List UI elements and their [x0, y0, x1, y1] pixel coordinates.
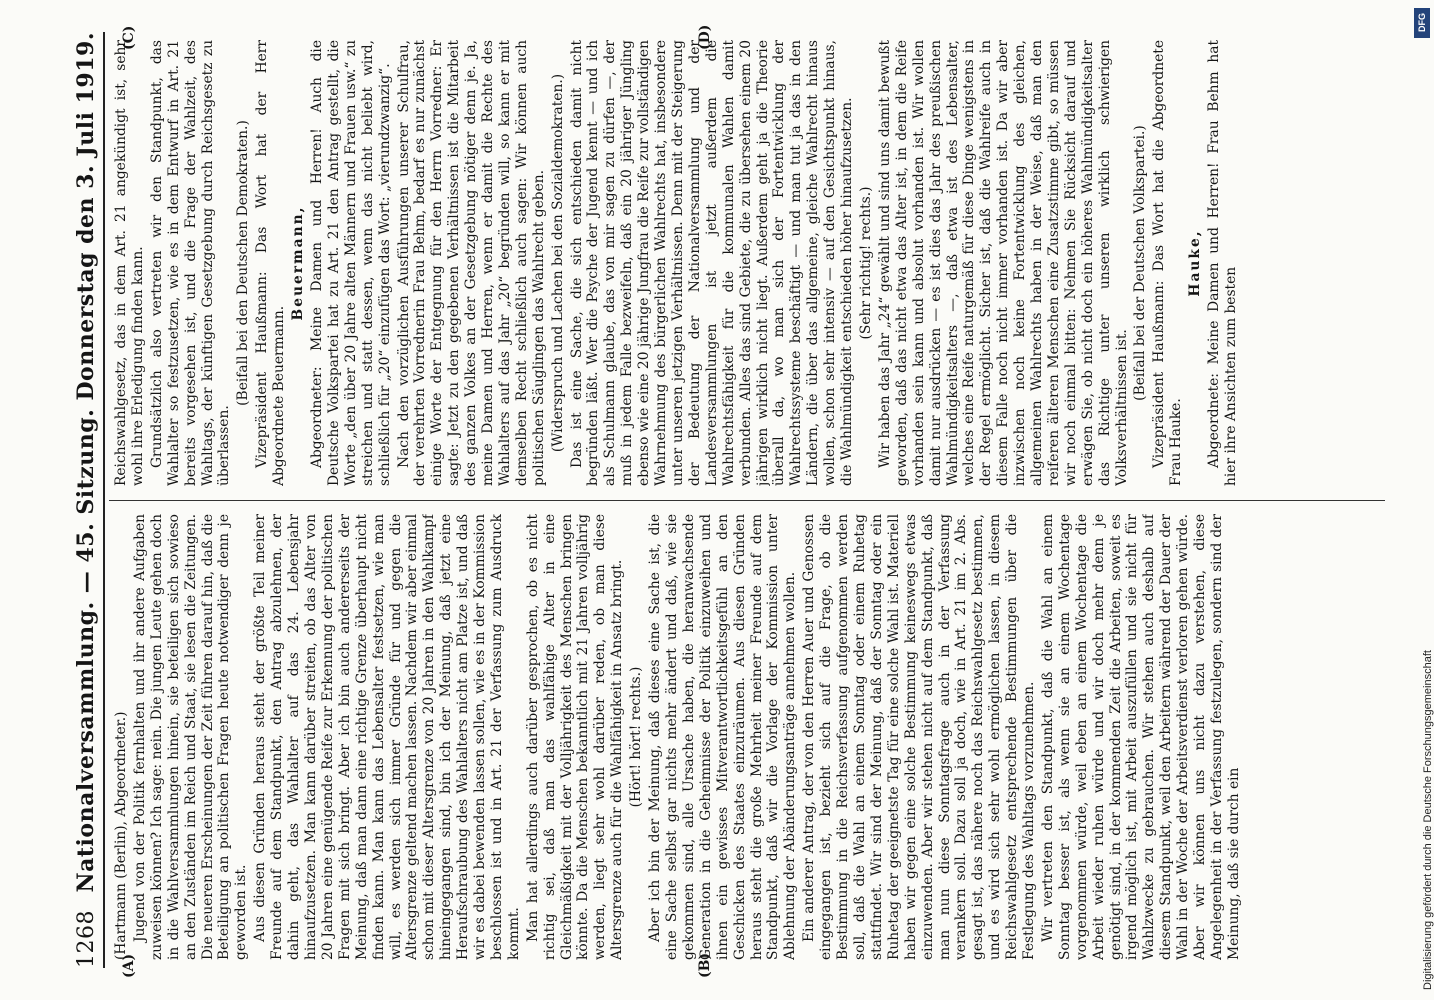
- margin-mark-c: (C): [121, 25, 137, 50]
- rotated-text-sheet: [37, 20, 1397, 980]
- paragraph: Man hat allerdings auch darüber gesprochen, ob es nicht richtig sei, daß man das wahlfähige Alter in eine Gleichmäßigkeit mit der Volljährigkeit des Menschen bringen könnte. Da die Menschen bekanntlich mit 21 Jahren volljährig werden, liegt sehr wohl darüber reden, ob man diese Altersgrenze auch für die Wahlfähigkeit in Ansatz bringt.: [524, 514, 626, 960]
- interjection: (Beifall bei den Deutschen Demokraten.): [235, 120, 252, 406]
- column-divider: [109, 500, 1385, 501]
- interjection: (Beifall bei der Deutschen Volkspartei.): [1132, 125, 1149, 401]
- margin-mark-b: (B): [697, 952, 713, 978]
- right-column: [113, 40, 1383, 486]
- running-head-title: Nationalversammlung. — 45. Sitzung. Donnerstag den 3. Juli 1919.: [73, 32, 99, 893]
- presiding-remark: Vizepräsident Haußmann: Das Wort hat der Herr Abgeordnete Beuermann.: [254, 40, 288, 486]
- digitization-note-text: Digitalisierung gefördert durch die Deutsche Forschungsgemeinschaft: [1422, 650, 1434, 990]
- margin-mark-a: (A): [121, 953, 137, 978]
- paragraph: Wir vertreten den Standpunkt, daß die Wahl an einem Sonntag besser ist, als wenn sie an einem Wochentage vorgenommen würde, weil eben an einem Wochentage die Arbeit wieder ruhen würde und wir doch mehr denn je genötigt sind, in der kommenden Zeit die Arbeiten, soweit es irgend möglich ist, mit Arbeit auszufüllen und sie nicht für Wahlzwecke zu gebrauchen. Wir stehen auch deshalb auf diesem Standpunkt, weil den Arbeitern während der Dauer der Wahl in der Woche der Arbeitsverdienst verloren gehen würde. Aber wir können uns nicht dazu verstehen, diese Angelegenheit in der Verfassung festzulegen, sondern sind der Meinung, daß sie durch ein: [1039, 514, 1242, 960]
- paragraph: Das ist eine Sache, die sich entschieden damit nicht begründen läßt. Wer die Psyche der Jugend kennt — und ich als Schulmann glaube, das von mir sagen zu dürfen —, der muß in jedem Falle bezweifeln, daß ein 20 jähriger Jüngling ebenso wie eine 20 jährige Jungfrau die Reife zur vollständigen Wahrnehmung des bürgerlichen Wahlrechts hat, insbesondere unter unseren jetzigen Verhältnissen. Denn mit der Steigerung der Bedeutung der Nationalversammlung und der Landesversammlungen ist jetzt außerdem die Wahlrechtsfähigkeit für die kommunalen Wahlen damit verbunden. Alles das sind Gebiete, die zu übersehen einem 20 jährigen wirklich nicht liegt. Außerdem geht ja die Theorie überall da, wo man sich der Fortentwicklung der Wahlrechtssysteme beschäftigt — und man tut ja das in den Ländern, die über das allgemeine, gleiche Wahlrecht hinaus wollen, schon sehr intensiv — auf den Gesichtspunkt hinaus, die Wahlmündigkeit entschieden höher hinaufzusetzen.: [568, 40, 856, 486]
- digitization-note: [1412, 10, 1432, 990]
- interjection: (Widerspruch und Lachen bei den Sozialdemokraten.): [549, 73, 566, 453]
- paragraph: Aus diesen Gründen heraus steht der größte Teil meiner Freunde auf dem Standpunkt, den Antrag abzulehnen, der dahin geht, das Wahlalter auf das 24. Lebensjahr hinaufzusetzen. Man kann darüber streiten, ob das Alter von 20 Jahren eine genügende Reife zur Erkennung der politischen Fragen mit sich bringt. Aber ich bin auch andererseits der Meinung, daß man dann eine richtige Grenze überhaupt nicht finden kann. Man kann das Lebensalter festsetzen, wie man will, es werden sich immer Gründe für und gegen die Altersgrenze geltend machen lassen. Nachdem wir aber einmal schon mit dieser Altersgrenze von 20 Jahren in den Wahlkampf hineingegangen sind, bin ich der Meinung, daß jetzt eine Heraufschraubung des Wahlalters nicht am Platze ist, und daß wir es dabei bewenden lassen sollen, wie es in der Kommission beschlossen ist und in Art. 21 der Verfassung zum Ausdruck kommt.: [252, 514, 522, 960]
- speaker-line: (Hartmann (Berlin), Abgeordneter.): [113, 711, 129, 960]
- margin-mark-d: (D): [697, 24, 713, 50]
- header-rule: [103, 32, 105, 968]
- interjection: (Hört! hört! rechts.): [628, 666, 645, 808]
- paragraph: Nach den vorzüglichen Ausführungen unserer Schulfrau, der verehrten Vorrednerin Frau Behm, bedarf es nur zunächst einige Worte der Entgegnung für den Herrn Vorredner: Er sagte: Jetzt zu den gegebenen Verhältnissen ist die Mitarbeit des ganzen Volkes an der Gesetzgebung nötiger denn je. Ja, meine Damen und Herren, wenn er damit die Rechte des Wahlalters auf das Jahr „20“ begründen will, so kann er mit demselben Recht schließlich auch sagen: Wir können auch politischen Säuglingen das Wahlrecht geben.: [395, 40, 547, 486]
- paragraph: Abgeordnete: Meine Damen und Herren! Frau Behm hat hier ihre Ansichten zum besten: [1206, 40, 1239, 486]
- paragraph: Grundsätzlich also vertreten wir den Standpunkt, das Wahlalter so festzusetzen, wie es in dem Entwurf in Art. 21 bereits vorgesehen ist, und die Frage der Wahlzeit, des Wahltags, der künftigen Gesetzgebung durch Reichsgesetz zu überlassen.: [148, 40, 233, 486]
- paragraph: Ein anderer Antrag, der von den Herren Auer und Genossen eingegangen ist, bezieht sich auf die Frage, ob die Bestimmung in die Reichsverfassung aufgenommen werden soll, daß die Wahl an einem Sonntag oder einem Ruhetag stattfindet. Wir sind der Meinung, daß der Sonntag oder ein Ruhetag der geeignetste Tag für eine solche Wahl ist. Materiell haben wir gegen eine solche Bestimmung keineswegs etwas einzuwenden. Aber wir stehen nicht auf dem Standpunkt, daß man nun diese Sonntagsfrage auch in der Verfassung verankern soll. Dazu soll ja doch, wie in Art. 21 im 2. Abs. gesagt ist, das nähere noch das Reichswahlgesetz bestimmen, und es wird sich sehr wohl ermöglichen lassen, in diesem Reichswahlgesetz entsprechende Bestimmungen über die Festlegung des Wahltags vorzunehmen.: [801, 514, 1038, 960]
- left-column: [113, 514, 1383, 960]
- speaker-name: Hauke,: [1187, 229, 1204, 297]
- speaker-name: Beuermann,: [290, 205, 307, 321]
- paragraph: Abgeordneter: Meine Damen und Herren! Auch die Deutsche Volkspartei hat zu Art. 21 den Antrag gestellt, die Worte „den über 20 Jahre alten Männern und Frauen usw.“ zu streichen und statt dessen, wenn das nicht beliebt wird, schließlich für „20“ einzufügen das Wort: „vierundzwanzig“.: [308, 40, 393, 486]
- paragraph: Jugend von der Politik fernhalten und ihr andere Aufgaben zuweisen können? Ich sage: nein. Die jungen Leute gehen doch in die Wahlversammlungen hinein, sie beteiligen sich sowieso an den Zuständen im Reich und Staat, sie lesen die Zeitungen. Die neueren Erscheinungen der Zeit führen darauf hin, daß die Beteiligung an politischen Fragen heute notwendiger denn je geworden ist.: [131, 514, 250, 960]
- dfg-logo: DFG: [1414, 8, 1430, 38]
- presiding-remark: Vizepräsident Haußmann: Das Wort hat die Abgeordnete Frau Hauke.: [1151, 40, 1185, 486]
- running-head: [65, 32, 99, 968]
- paragraph: Reichswahlgesetz, das in dem Art. 21 angekündigt ist, sehr wohl ihre Erledigung finden kann.: [113, 40, 146, 486]
- paragraph: Aber ich bin der Meinung, daß dieses eine Sache ist, die eine Sache selbst gar nichts mehr ändert und daß, wie sie gekommen sind, alle Ursache haben, die heranwachsende Generation in die Geheimnisse der Politik einzuweihen und ihnen ein gewisses Mitverantwortlichkeitsgefühl an den Geschicken des Staates einzuräumen. Aus diesen Gründen heraus steht die große Mehrheit meiner Freunde auf dem Standpunkt, daß wir die Vorlage der Kommission unter Ablehnung der Abänderungsanträge annehmen wollen.: [647, 514, 799, 960]
- interjection: (Sehr richtig! rechts.): [857, 186, 874, 340]
- page-number: 1268: [74, 910, 99, 968]
- paragraph: Wir haben das Jahr „24“ gewählt und sind uns damit bewußt geworden, daß das nicht etwa das Alter ist, in dem die Reife vorhanden sein kann und absolut vorhanden ist. Wir wollen damit nur ausdrücken — es ist dies das Jahr des preußischen Wahlmündigkeitsalters —, daß etwa ist des Lebensalter, welches eine Reife naturgemäß für diese Dinge wenigstens in der Regel ermöglicht. Sicher ist, daß die Wahlreife auch in diesem Falle noch nicht immer vorhanden ist. Da wir aber inzwischen noch keine Fortentwicklung des gleichen, allgemeinen Wahlrechts haben in der Weise, daß man den reiferen älteren Menschen eine Zusatzstimme gibt, so müssen wir noch einmal bitten: Nehmen Sie Rücksicht darauf und erwägen Sie, ob nicht doch ein höheres Wahlmündigkeitsalter das Richtige unter unseren wirklich schwierigen Volksverhältnissen ist.: [876, 40, 1130, 486]
